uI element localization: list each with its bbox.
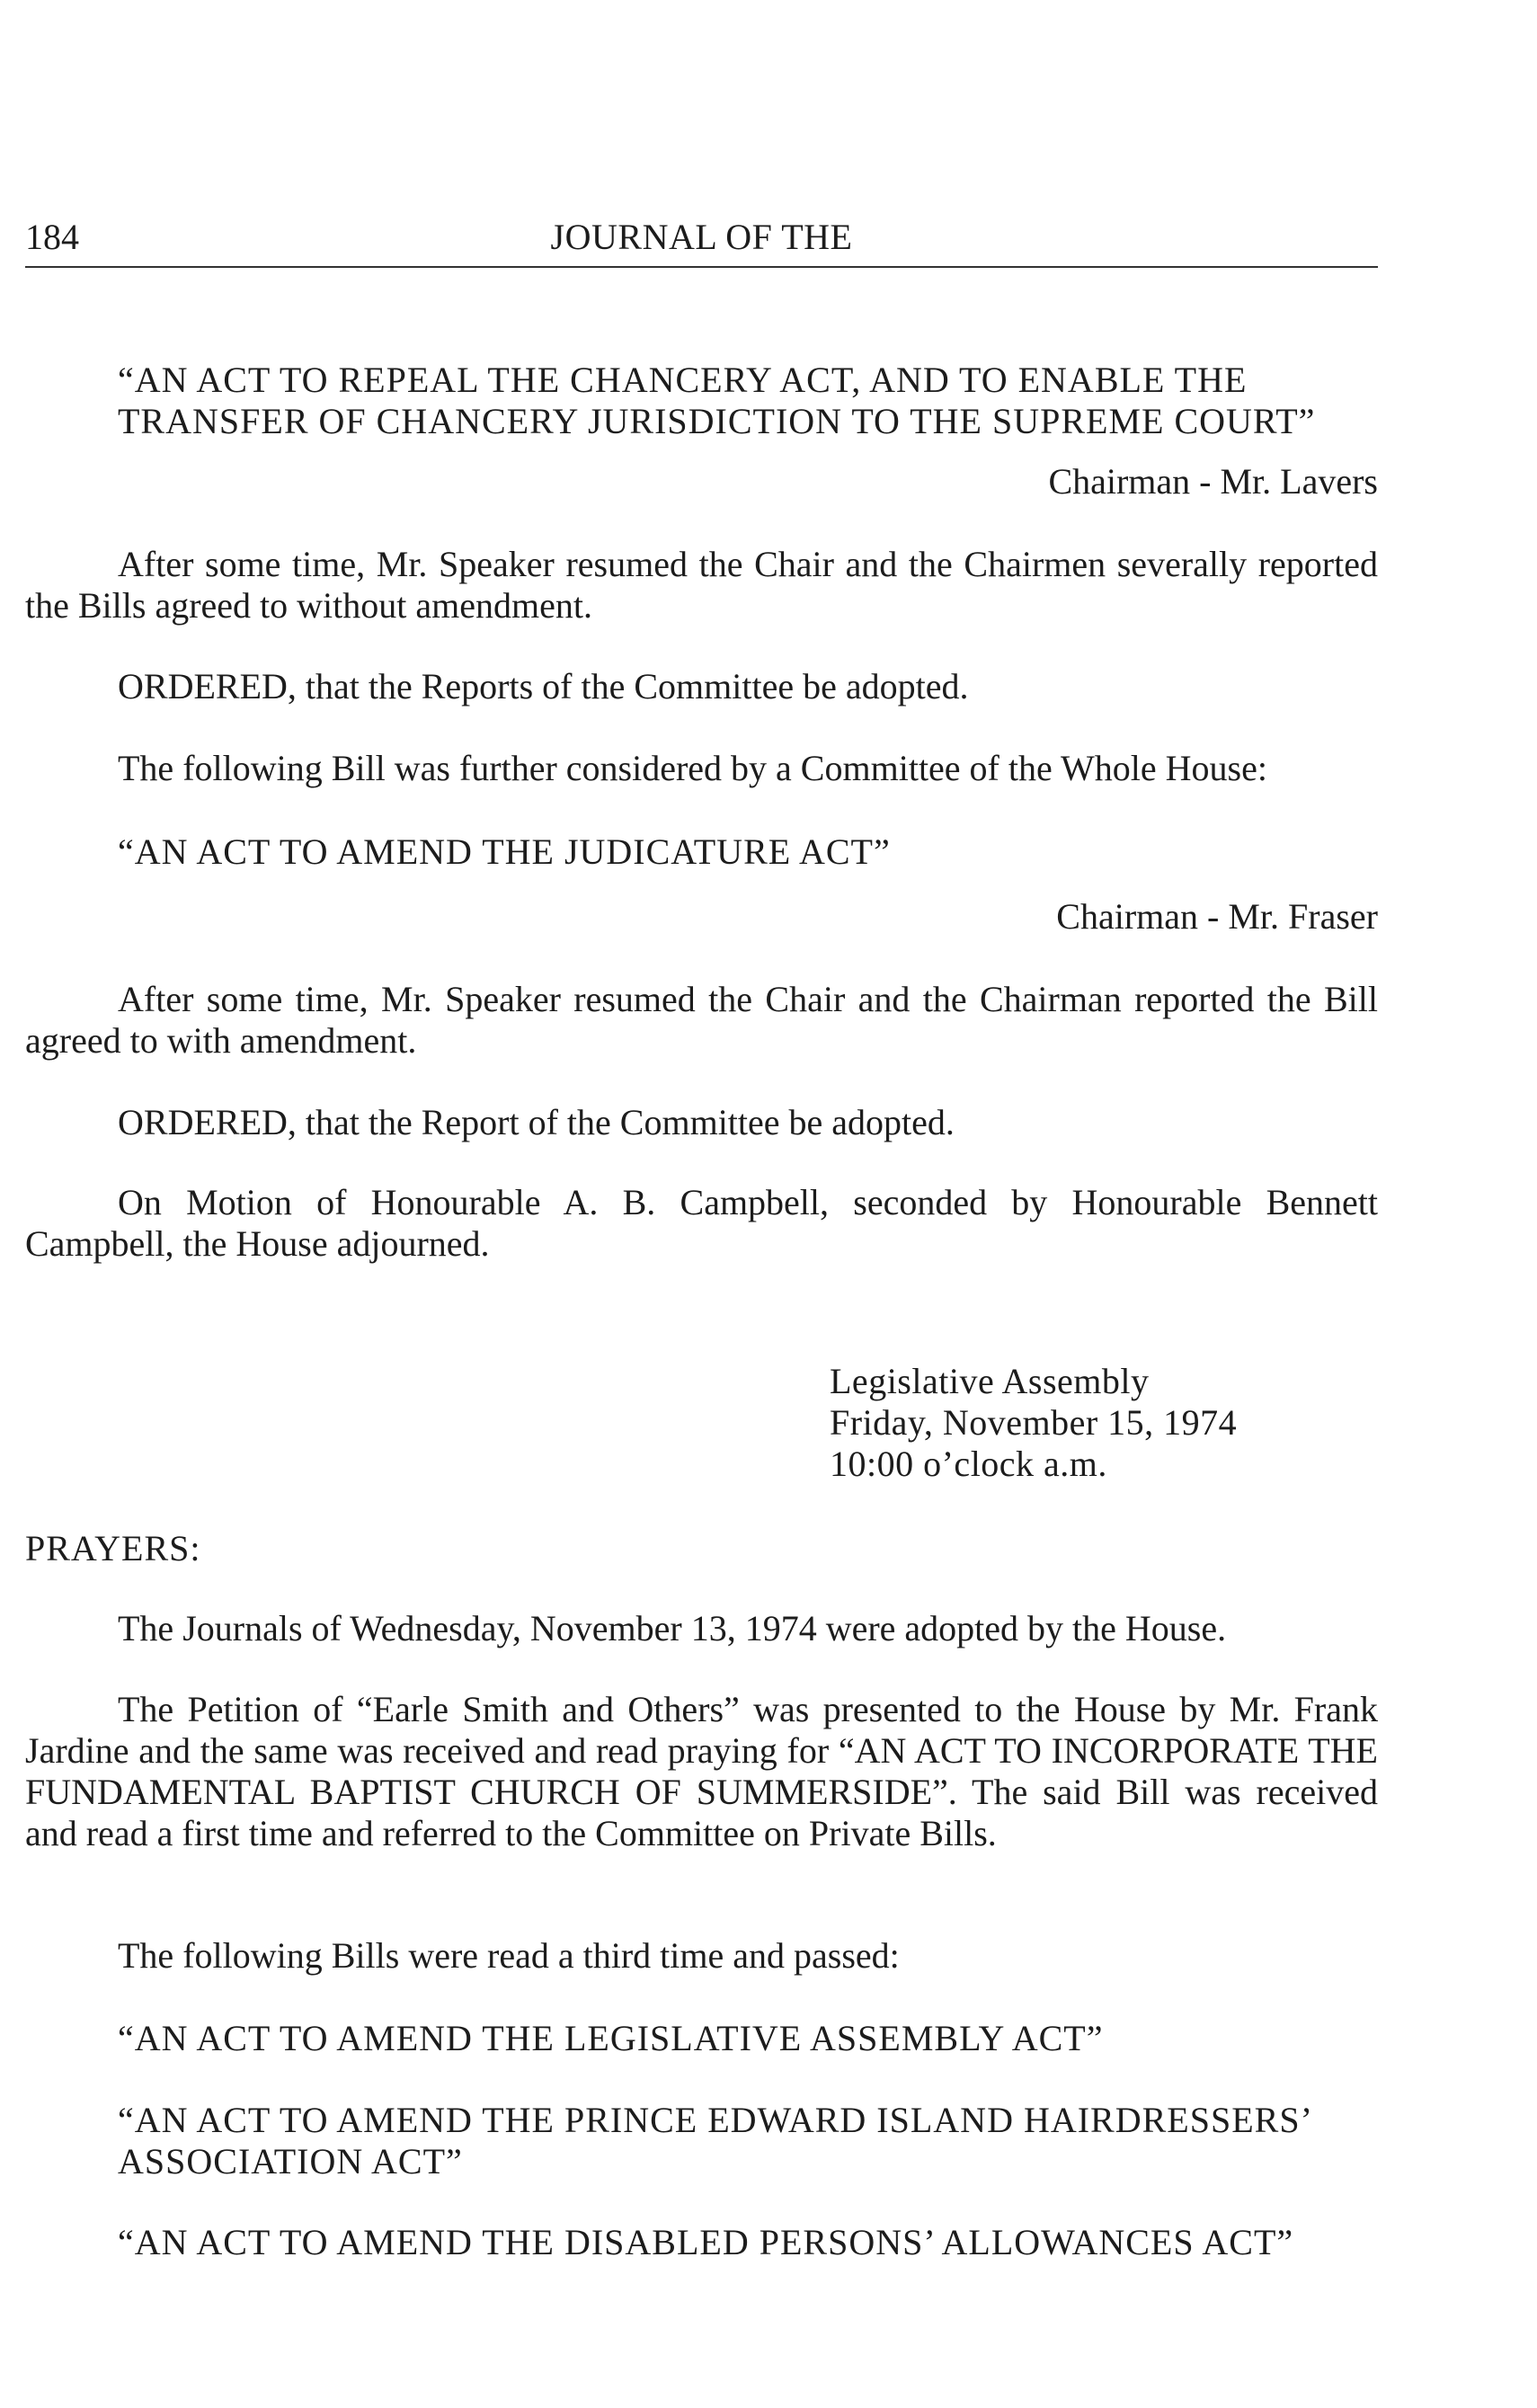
chairman-lavers-block [25, 461, 1378, 502]
act-title-legislative-assembly: “AN ACT TO AMEND THE LEGISLATIVE ASSEMBLY ACT” [118, 2018, 1104, 2058]
paragraph-resumed-1: After some time, Mr. Speaker resumed the Chair and the Chairmen severally reported the Bills agreed to without amendment. [25, 544, 1378, 626]
motion-adjourned: On Motion of Honourable A. B. Campbell, seconded by Honourable Bennett Campbell, the House adjourned. [25, 1182, 1378, 1264]
third-time-passed: The following Bills were read a third time and passed: [118, 1935, 900, 1976]
act-title-judicature: “AN ACT TO AMEND THE JUDICATURE ACT” [118, 831, 891, 872]
ordered-reports: ORDERED, that the Reports of the Committee be adopted. [118, 666, 969, 706]
chairman-fraser-block [25, 896, 1378, 937]
act-hairdressers-block [25, 2100, 1378, 2182]
chairman-lavers: Chairman - Mr. Lavers [1048, 461, 1378, 502]
following-considered-block [25, 748, 1378, 789]
resumed-para-2 [25, 979, 1378, 1062]
journals-adopted: The Journals of Wednesday, November 13, 1974 were adopted by the House. [118, 1608, 1227, 1648]
petition-paragraph: The Petition of “Earle Smith and Others” was presented to the House by Mr. Frank Jardine and the same was received and read praying for “AN ACT TO INCORPORATE THE FUNDAMENTAL BAPTIST CHURCH OF SUMMERSIDE”. The said Bill was received and read a first time and referred to the Committee on Private Bills. [25, 1689, 1378, 1853]
act-title-disabled-persons: “AN ACT TO AMEND THE DISABLED PERSONS’ ALLOWANCES ACT” [118, 2222, 1294, 2262]
paragraph-resumed-2: After some time, Mr. Speaker resumed the Chair and the Chairman reported the Bill agreed to with amendment. [25, 979, 1378, 1061]
prayers-block [25, 1528, 1378, 1569]
prayers-heading: PRAYERS: [25, 1528, 201, 1568]
third-time-block [25, 1935, 1378, 1977]
ordered-report: ORDERED, that the Report of the Committee be adopted. [118, 1102, 955, 1142]
sitting-dateline [830, 1361, 1237, 1485]
act-disabled-block [25, 2222, 1378, 2263]
act-title-chancery: “AN ACT TO REPEAL THE CHANCERY ACT, AND TO ENABLE THE TRANSFER OF CHANCERY JURISDICTION TO THE SUPREME COURT” [118, 360, 1316, 441]
dateline-assembly: Legislative Assembly [830, 1361, 1150, 1401]
act-chancery-block [25, 360, 1378, 442]
following-considered: The following Bill was further considered by a Committee of the Whole House: [118, 748, 1267, 788]
page-header [25, 216, 1378, 268]
ordered-1-block [25, 666, 1378, 707]
ordered-2-block [25, 1102, 1378, 1143]
act-legislative-block [25, 2018, 1378, 2059]
chairman-fraser: Chairman - Mr. Fraser [1056, 896, 1378, 937]
page-number: 184 [25, 217, 79, 257]
running-head: JOURNAL OF THE [550, 217, 853, 257]
petition-block [25, 1689, 1378, 1854]
resumed-para-1 [25, 544, 1378, 626]
act-title-hairdressers: “AN ACT TO AMEND THE PRINCE EDWARD ISLAND HAIRDRESSERS’ ASSOCIATION ACT” [118, 2100, 1310, 2181]
dateline-date: Friday, November 15, 1974 [830, 1402, 1238, 1443]
dateline-time: 10:00 o’clock a.m. [830, 1444, 1107, 1484]
motion-adjourned-block [25, 1182, 1378, 1265]
act-judicature-block [25, 831, 1378, 873]
journals-adopted-block [25, 1608, 1378, 1649]
